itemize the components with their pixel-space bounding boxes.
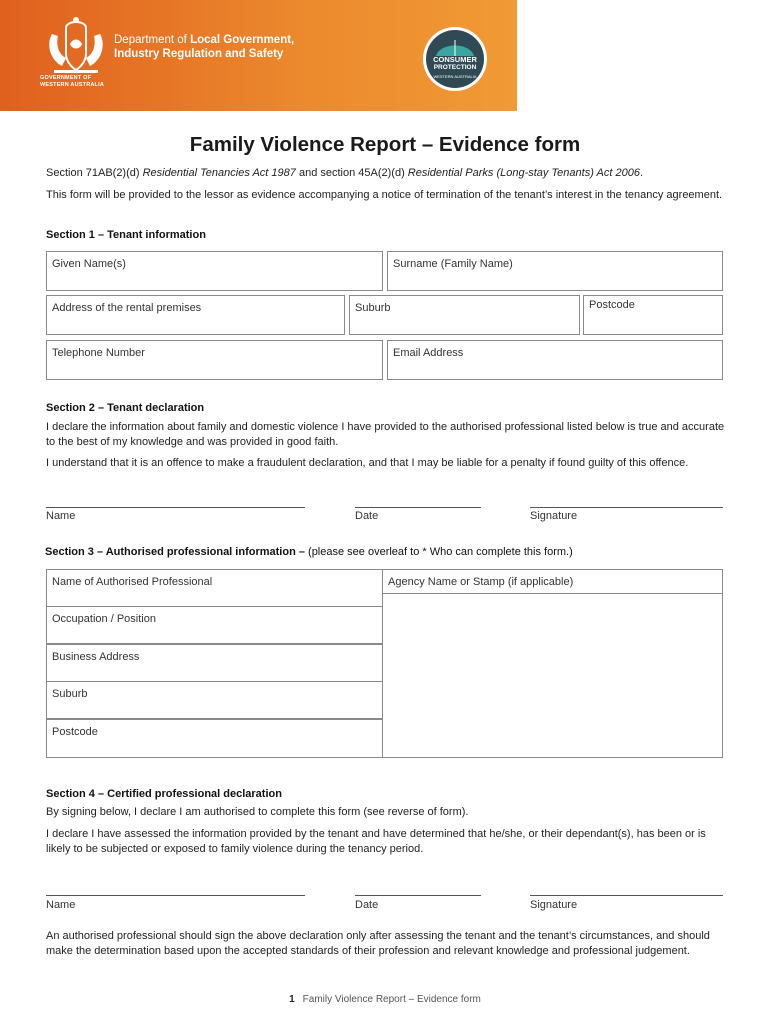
assessment-declaration-text: I declare I have assessed the information provided by the tenant and have determined that he/she, or their dependant(s), has been or is likely to be subjected or exposed to family violence during the tenancy period. [46,828,706,855]
intro-text-e: . [639,167,644,179]
dept-bold: Local Government, [190,34,295,46]
business-address-field[interactable] [46,644,383,682]
badge-line-3: WESTERN AUSTRALIA [433,74,477,79]
rental-address-label: Address of the rental premises [52,302,202,314]
legislation-reference [46,166,726,181]
dept-prefix: Department of [114,34,191,46]
professional-date-label: Date [355,899,379,911]
header-banner [0,0,517,111]
business-postcode-label: Postcode [52,726,98,738]
tenant-declaration-text: I declare the information about family and domestic violence I have provided to the authorised professional listed below is true and accurate to the best of my knowledge and was provided in good faith. [46,421,725,448]
badge-line-2: PROTECTION [433,64,477,71]
dept-line-2: Industry Regulation and Safety [114,48,284,60]
department-name [114,33,294,61]
tenant-name-line[interactable] [46,507,305,508]
crest-line-1: GOVERNMENT OF [40,75,92,81]
agency-label: Agency Name or Stamp (if applicable) [388,576,574,588]
professional-signature-label: Signature [530,899,578,911]
act-name-1: Residential Tenancies Act 1987 [142,167,296,179]
agency-stamp-field[interactable] [383,569,723,758]
footer-title: Family Violence Report – Evidence form [302,994,481,1005]
section-3-note: (please see overleaf to * Who can complete this form.) [308,546,573,558]
tenant-date-label: Date [355,510,379,522]
surname-field[interactable] [387,251,723,291]
professional-signature-line[interactable] [530,895,723,896]
tenant-signature-label: Signature [530,510,578,522]
section-3-heading [45,546,573,558]
section-1-heading: Section 1 – Tenant information [46,229,206,241]
given-names-field[interactable] [46,251,383,291]
page-title: Family Violence Report – Evidence form [189,133,581,156]
intro-paragraph: This form will be provided to the lessor as evidence accompanying a notice of termination of the tenant’s interest in the tenancy agreement. [46,189,723,201]
authorisation-text: By signing below, I declare I am authorised to complete this form (see reverse of form). [46,806,469,818]
business-address-label: Business Address [52,651,140,663]
professional-date-line[interactable] [355,895,481,896]
consumer-protection-logo [422,26,488,92]
telephone-field[interactable] [46,340,383,380]
professional-name-field[interactable] [46,569,383,607]
professional-name-sig-label: Name [46,899,76,911]
crest-caption [40,75,104,89]
business-suburb-field[interactable] [46,681,383,719]
surname-label: Surname (Family Name) [393,258,513,270]
fraud-warning-text: I understand that it is an offence to make a fraudulent declaration, and that I may be liable for a penalty if found guilty of this offence. [46,457,689,469]
badge-line-1: CONSUMER [433,55,477,64]
section-4-heading: Section 4 – Certified professional declaration [46,788,282,800]
business-suburb-label: Suburb [52,688,88,700]
email-field[interactable] [387,340,723,380]
postcode-field[interactable] [583,295,723,335]
section-2-heading: Section 2 – Tenant declaration [46,402,205,414]
given-names-label: Given Name(s) [52,258,126,270]
act-name-2: Residential Parks (Long-stay Tenants) Act 2006 [407,167,640,179]
section-3-title: Section 3 – Authorised professional information – [45,546,309,558]
suburb-field[interactable] [349,295,580,335]
email-label: Email Address [393,347,464,359]
suburb-label: Suburb [355,302,391,314]
rental-address-field[interactable] [46,295,345,335]
intro-text-c: and section 45A(2)(d) [295,167,408,179]
professional-name-line[interactable] [46,895,305,896]
postcode-label: Postcode [589,299,635,311]
closing-guidance-text: An authorised professional should sign the above declaration only after assessing the tenant and the tenant’s circumstances, and should make the determination based upon the accepted standards of their profession and relevant knowledge and professional judgement. [46,930,710,957]
tenant-signature-line[interactable] [530,507,723,508]
occupation-label: Occupation / Position [52,613,156,625]
occupation-field[interactable] [46,606,383,644]
page-number: 1 [289,994,295,1005]
crest-line-2: WESTERN AUSTRALIA [40,82,104,88]
agency-divider [383,593,722,594]
professional-name-label: Name of Authorised Professional [52,576,213,588]
intro-text-a: Section 71AB(2)(d) [46,167,143,179]
business-postcode-field[interactable] [46,719,383,758]
page-footer [0,994,770,1005]
tenant-date-line[interactable] [355,507,481,508]
telephone-label: Telephone Number [52,347,145,359]
tenant-name-label: Name [46,510,76,522]
